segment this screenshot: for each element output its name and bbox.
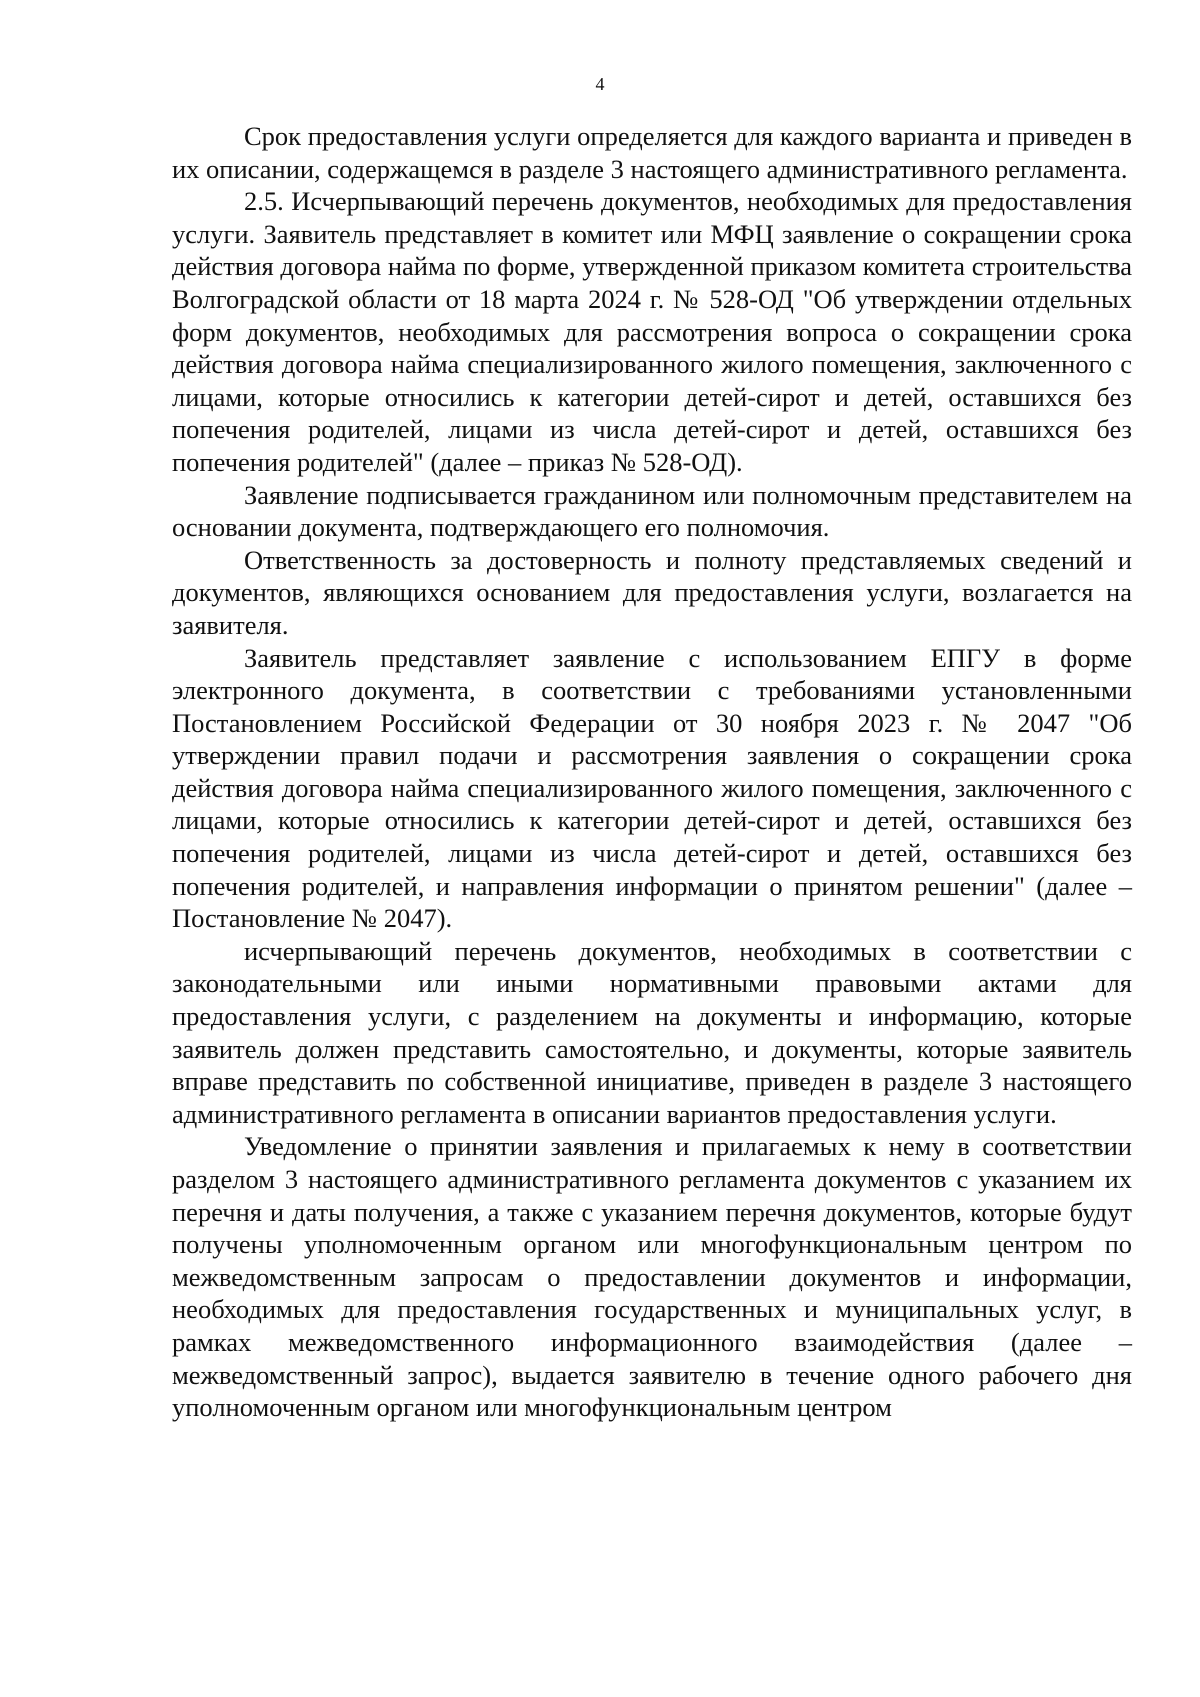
paragraph-signature: Заявление подписывается гражданином или полномочным представителем на основании документа, подтверждающего его полномочия. bbox=[172, 479, 1132, 543]
paragraph-responsibility: Ответственность за достоверность и полноту представляемых сведений и документов, являющихся основанием для предоставления услуги, возлагается на заявителя. bbox=[172, 544, 1132, 640]
page-number: 4 bbox=[595, 74, 605, 94]
paragraph-exhaustive-list: исчерпывающий перечень документов, необходимых в соответствии с законодательными или иными нормативными правовыми актами для предоставления услуги, с разделением на документы и информацию, которые заявитель должен представить самостоятельно, и документы, которые заявитель вправе представить по собственной инициативе, приведен в разделе 3 настоящего административного регламента в описании вариантов предоставления услуги. bbox=[172, 935, 1132, 1129]
paragraph-epgu-submission: Заявитель представляет заявление с использованием ЕПГУ в форме электронного документа, в соответствии с требованиями установленными Постановлением Российской Федерации от 30 ноября 2023 г. № 2047 "Об утверждении правил подачи и рассмотрения заявления о сокращении срока действия договора найма специализированного жилого помещения, заключенного с лицами, которые относились к категории детей-сирот и детей, оставшихся без попечения родителей, лицами из числа детей-сирот и детей, оставшихся без попечения родителей, и направления информации о принятом решении" (далее – Постановление № 2047). bbox=[172, 642, 1132, 934]
paragraph-service-term: Срок предоставления услуги определяется для каждого варианта и приведен в их описании, содержащемся в разделе 3 настоящего административного регламента. bbox=[172, 121, 1132, 184]
paragraph-notification: Уведомление о принятии заявления и прилагаемых к нему в соответствии разделом 3 настоящего административного регламента документов с указанием их перечня и даты получения, а также с указанием перечня документов, которые будут получены уполномоченным органом или многофункциональным центром по межведомственным запросам о предоставлении документов и информации, необходимых для предоставления государственных и муниципальных услуг, в рамках межведомственного информационного взаимодействия (далее – межведомственный запрос), выдается заявителю в течение одного рабочего дня уполномоченным органом или многофункциональным центром bbox=[172, 1131, 1132, 1423]
paragraph-documents-list: 2.5. Исчерпывающий перечень документов, необходимых для предоставления услуги. Заявитель представляет в комитет или МФЦ заявление о сокращении срока действия договора найма по форме, утвержденной приказом комитета строительства Волгоградской области от 18 марта 2024 г. № 528-ОД "Об утверждении отдельных форм документов, необходимых для рассмотрения вопроса о сокращении срока действия договора найма специализированного жилого помещения, заключенного с лицами, которые относились к категории детей-сирот и детей, оставшихся без попечения родителей, лицами из числа детей-сирот и детей, оставшихся без попечения родителей" (далее – приказ № 528-ОД). bbox=[172, 186, 1132, 477]
document-body bbox=[172, 120, 1132, 1424]
